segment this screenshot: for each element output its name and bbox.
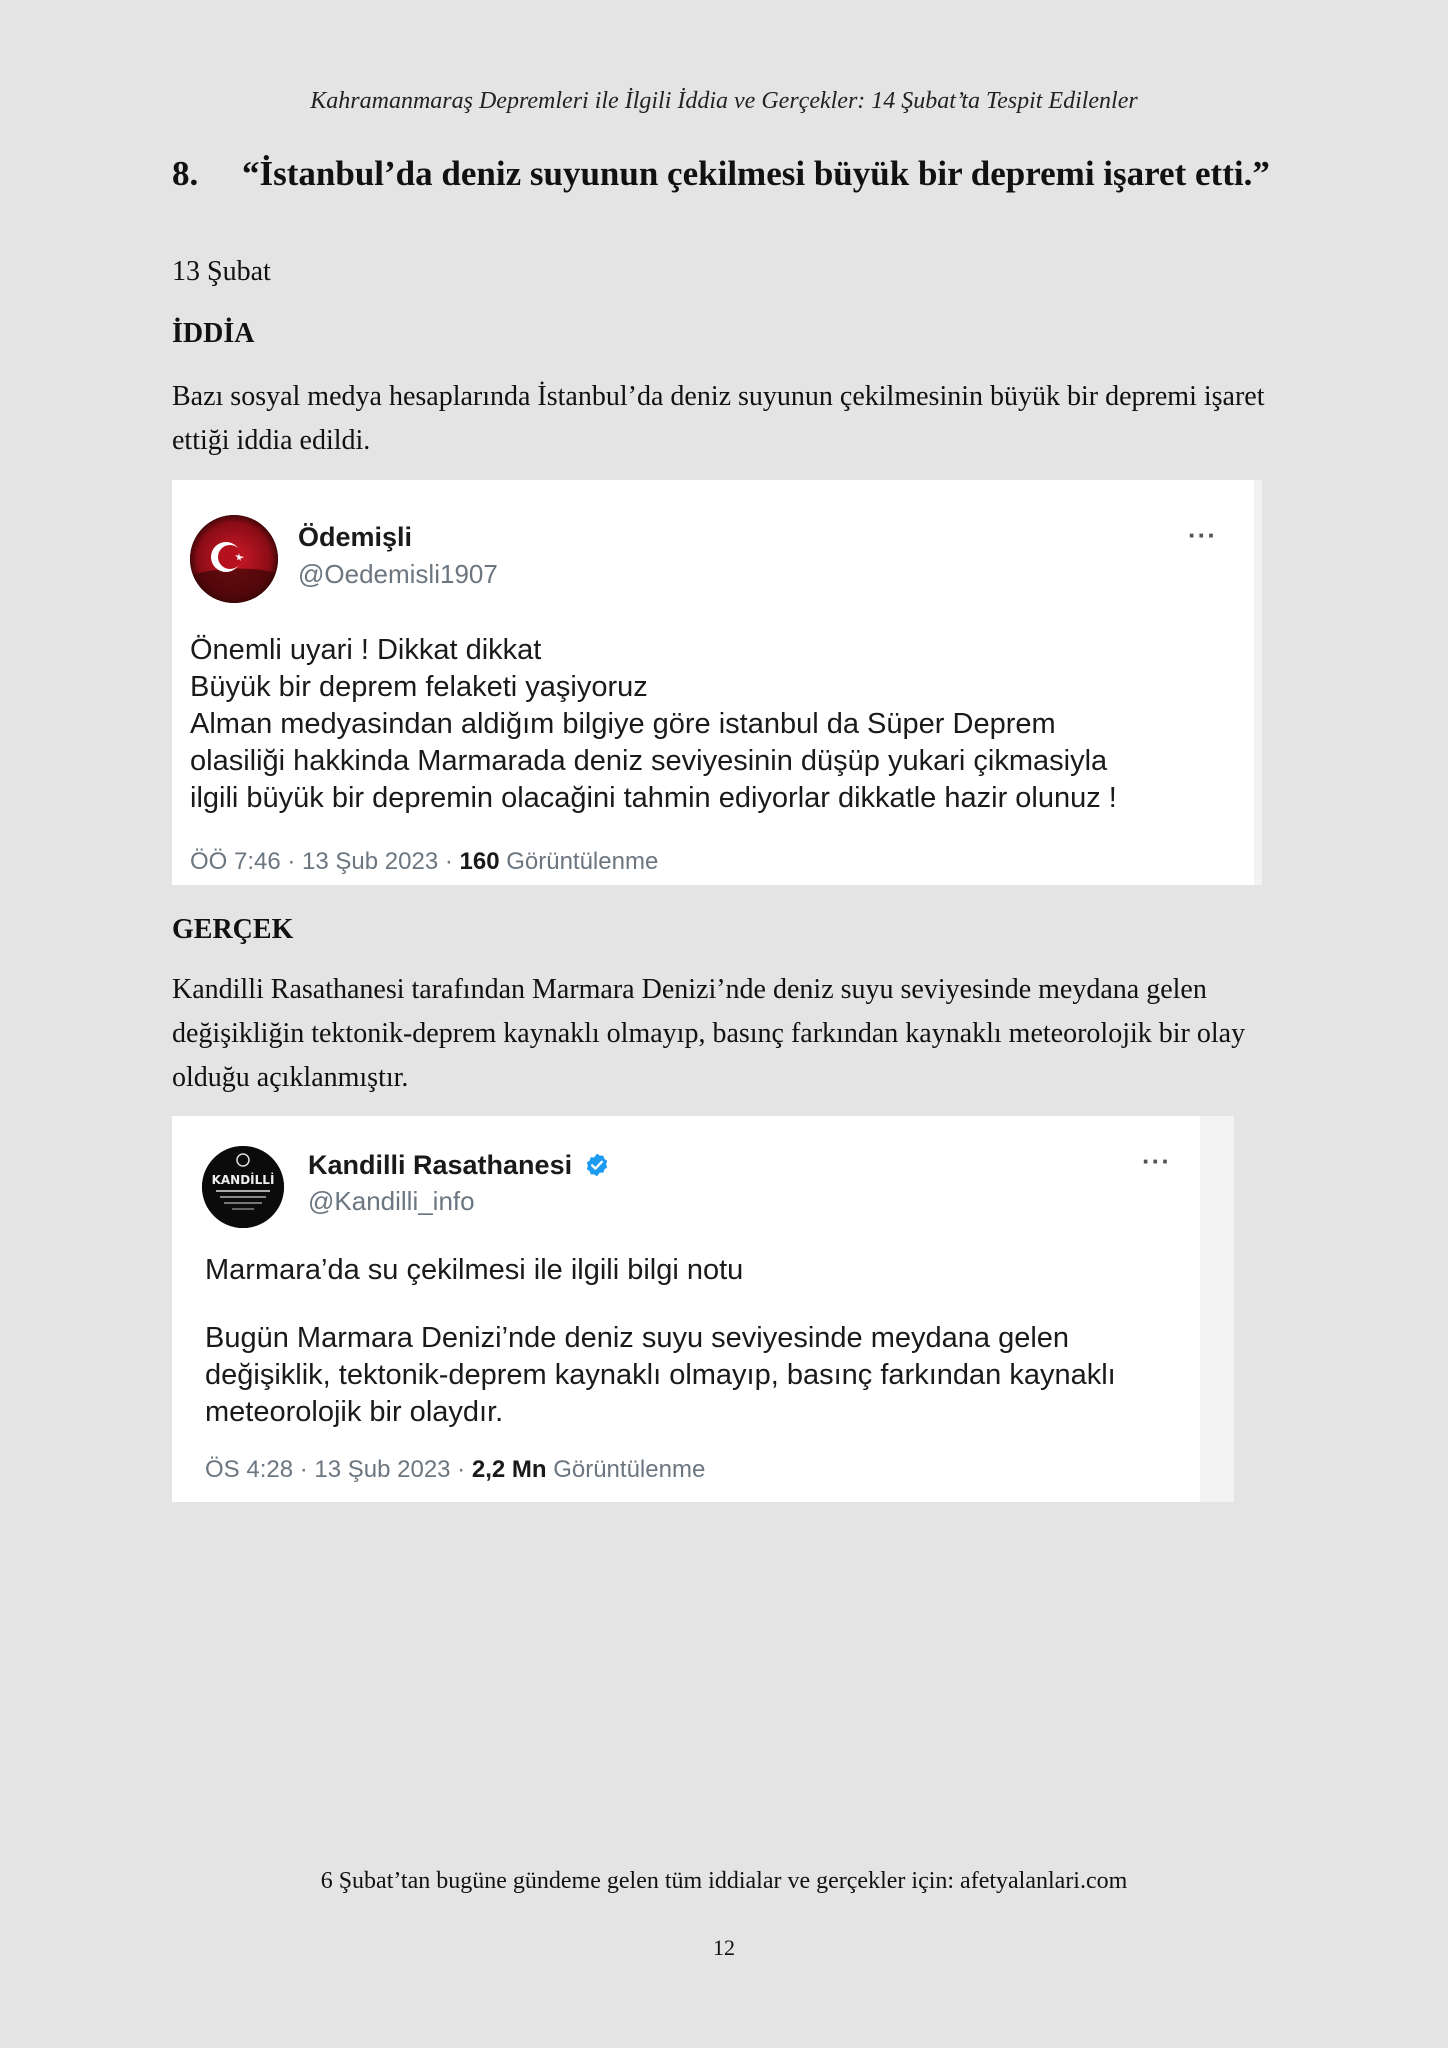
view-count: 2,2 Mn — [471, 1456, 547, 1483]
tweet-author-name[interactable]: Ödemişli — [298, 522, 413, 552]
card-edge — [1200, 1116, 1234, 1502]
avatar[interactable] — [190, 515, 278, 603]
claim-text: Bazı sosyal medya hesaplarında İstanbul’da deniz suyunun çekilmesinin büyük bir depremi işaret ettiği iddia edildi. — [172, 381, 1265, 456]
tweet-text-line: ilgili büyük bir depremin olacağini tahmin ediyorlar dikkatle hazir olunuz ! — [190, 782, 1117, 814]
view-count: 160 — [459, 848, 500, 875]
footer-note: 6 Şubat’tan bugüne gündeme gelen tüm iddialar ve gerçekler için: afetyalanlari.com — [320, 1868, 1128, 1894]
claim-title: “İstanbul’da deniz suyunun çekilmesi büyük bir depremi işaret etti.” — [242, 154, 1270, 193]
tweet-text-line: meteorolojik bir olaydır. — [205, 1396, 504, 1428]
tweet-text — [205, 1320, 1116, 1431]
fact-label: GERÇEK — [172, 914, 294, 945]
tweet-card-kandilli — [172, 1116, 1234, 1502]
tweet-author-name[interactable]: Kandilli Rasathanesi — [308, 1150, 610, 1181]
svg-text:KANDİLLİ: KANDİLLİ — [211, 1173, 275, 1187]
tweet-card-odemisli — [172, 480, 1262, 885]
tweet-author-handle[interactable]: @Oedemisli1907 — [298, 559, 498, 589]
tweet-timestamp[interactable]: ÖÖ 7:46 · 13 Şub 2023 · — [190, 848, 460, 875]
tweet-author-handle[interactable]: @Kandilli_info — [308, 1186, 475, 1216]
claim-date: 13 Şubat — [172, 256, 271, 287]
running-header: Kahramanmaraş Depremleri ile İlgili İddia ve Gerçekler: 14 Şubat’ta Tespit Edilenler — [310, 88, 1138, 114]
claim-label: İDDİA — [172, 318, 255, 349]
tweet-text-line: Bugün Marmara Denizi’nde deniz suyu seviyesinde meydana gelen — [205, 1322, 1070, 1354]
turkish-flag-icon — [190, 515, 278, 603]
kandilli-logo — [202, 1146, 284, 1228]
view-label: Görüntülenme — [499, 848, 659, 875]
tweet-text-line: Büyük bir deprem felaketi yaşiyoruz — [190, 671, 648, 703]
tweet-text-line: değişiklik, tektonik-deprem kaynaklı olmayıp, basınç farkından kaynaklı — [205, 1359, 1116, 1391]
page-number: 12 — [713, 1935, 735, 1960]
tweet-text-line: olasiliği hakkinda Marmarada deniz seviyesinin düşüp yukari çikmasiyla — [190, 745, 1108, 777]
claim-heading — [172, 150, 1272, 198]
tweet-meta — [205, 1456, 705, 1484]
avatar[interactable] — [202, 1146, 284, 1228]
more-options-icon[interactable]: ··· — [1142, 1146, 1171, 1176]
claim-number: 8. — [172, 154, 199, 193]
tweet-text-heading — [205, 1252, 743, 1289]
card-edge — [1254, 480, 1262, 885]
view-label: Görüntülenme — [546, 1456, 706, 1483]
tweet-text — [190, 632, 1117, 817]
tweet-meta — [190, 848, 658, 876]
tweet-text-line: Marmara’da su çekilmesi ile ilgili bilgi notu — [205, 1254, 744, 1286]
verified-badge-icon — [584, 1152, 610, 1178]
fact-text: Kandilli Rasathanesi tarafından Marmara Denizi’nde deniz suyu seviyesinde meydana gelen değişikliğin tektonik-deprem kaynaklı olmayıp, basınç farkından kaynaklı meteorolojik bir olay olduğu açıklanmıştır. — [172, 974, 1246, 1093]
tweet-text-line: Alman medyasindan aldiğım bilgiye göre istanbul da Süper Deprem — [190, 708, 1056, 740]
more-options-icon[interactable]: ··· — [1188, 520, 1217, 550]
tweet-timestamp[interactable]: ÖS 4:28 · 13 Şub 2023 · — [205, 1456, 472, 1483]
tweet-text-line: Önemli uyari ! Dikkat dikkat — [190, 634, 542, 666]
